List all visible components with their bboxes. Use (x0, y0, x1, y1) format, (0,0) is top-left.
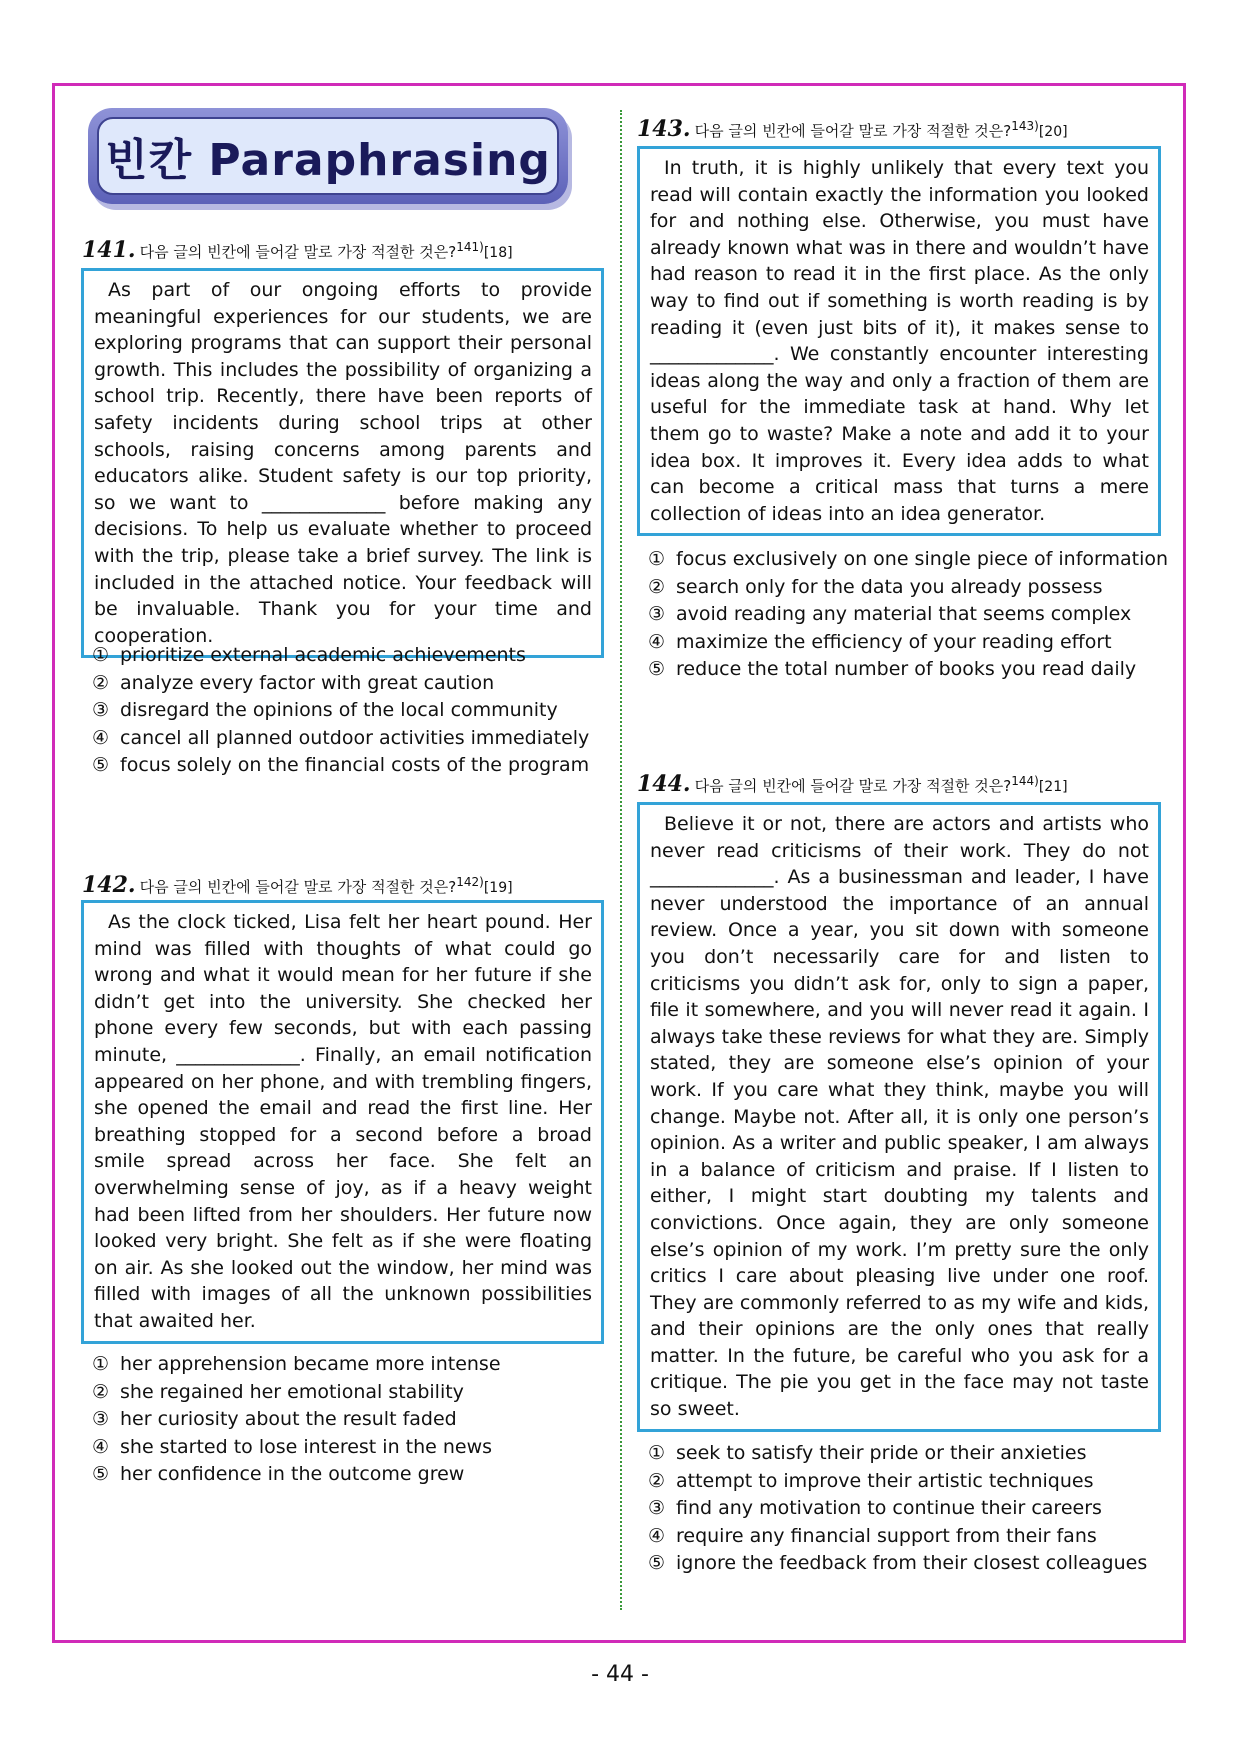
question-number: 143. (637, 116, 691, 142)
question-ref: 143) (1011, 119, 1039, 133)
choice-item[interactable]: ⑤ her confidence in the outcome grew (92, 1463, 465, 1486)
choice-item[interactable]: ⑤ ignore the feedback from their closest colleagues (648, 1552, 1148, 1575)
question-141-passage (81, 268, 604, 658)
question-142-passage (81, 900, 604, 1344)
question-number: 142. (82, 872, 136, 898)
passage-text: As the clock ticked, Lisa felt her heart pound. Her mind was filled with thoughts of what could go wrong and what it would mean for her future if she didn’t get into the university. She checked her phone every few seconds, but with each passing minute, _____________. Finally, an email notification appeared on her phone, and with trembling fingers, she opened the email and read the first line. Her breathing stopped for a second before a broad smile spread across her face. She felt an overwhelming sense of joy, as if a heavy weight had been lifted from her shoulders. Her future now looked very bright. She felt as if she were floating on air. As she looked out the window, her mind was filled with images of all the unknown possibilities that awaited her. (94, 911, 592, 1332)
choice-item[interactable]: ⑤ focus solely on the financial costs of the program (92, 754, 590, 777)
choice-item[interactable]: ② attempt to improve their artistic techniques (648, 1469, 1094, 1492)
question-143-choices (648, 546, 1168, 684)
question-ref-tag: [21] (1038, 779, 1068, 795)
choice-item[interactable]: ⑤ reduce the total number of books you read daily (648, 658, 1137, 681)
question-prompt: 다음 글의 빈칸에 들어갈 말로 가장 적절한 것은? (694, 777, 1012, 795)
question-number: 144. (637, 771, 691, 797)
question-ref-tag: [18] (483, 245, 513, 261)
question-prompt: 다음 글의 빈칸에 들어갈 말로 가장 적절한 것은? (139, 878, 457, 896)
section-title: 빈칸 Paraphrasing (97, 117, 559, 195)
passage-text: In truth, it is highly unlikely that every text you read will contain exactly the information you looked for and nothing else. Otherwise, you must have already known what was in there and wouldn’t have had reason to read it in the first place. As the only way to find out if something is worth reading is by reading it (even just bits of it), it makes sense to _____________. We constantly encounter interesting ideas along the way and only a fraction of them are useful for the immediate task at hand. Why let them go to waste? Make a note and add it to your idea box. It improves it. Every idea adds to what can become a critical mass that turns a mere collection of ideas into an idea generator. (650, 157, 1149, 525)
choice-item[interactable]: ② search only for the data you already possess (648, 575, 1103, 598)
column-divider (620, 110, 622, 1610)
question-prompt: 다음 글의 빈칸에 들어갈 말로 가장 적절한 것은? (694, 122, 1012, 140)
question-144-choices (648, 1440, 1147, 1578)
section-title-badge (88, 108, 568, 204)
page-number: - 44 - (591, 1662, 649, 1687)
choice-item[interactable]: ③ her curiosity about the result faded (92, 1408, 457, 1431)
passage-text: Believe it or not, there are actors and artists who never read criticisms of their work. They do not _____________. As a businessman and leader, I have never understood the importance of an annual review. Once a year, you sit down with someone you don’t necessarily care for and listen to criticisms you didn’t ask for, only to sign a paper, file it somewhere, and you will never read it again. I always take these reviews for what they are. Simply stated, they are someone else’s opinion of your work. If you care what they think, maybe you will change. Maybe not. After all, it is only one person’s opinion. As a writer and public speaker, I am always in a balance of criticism and praise. If I listen to either, I might start doubting my talents and convictions. Once again, they are only someone else’s opinion of my work. I’m pretty sure the only critics I care about pleasing live under one roof. They are commonly referred to as my wife and kids, and their opinions are the only ones that really matter. In the future, be careful who you ask for a critique. The pie you get in the face may not taste so sweet. (650, 813, 1149, 1421)
question-ref: 142) (456, 875, 484, 889)
choice-item[interactable]: ① focus exclusively on one single piece of information (648, 548, 1169, 570)
question-ref: 141) (456, 240, 484, 254)
choice-item[interactable]: ④ cancel all planned outdoor activities immediately (92, 726, 590, 749)
question-ref-tag: [19] (483, 880, 513, 896)
question-prompt: 다음 글의 빈칸에 들어갈 말로 가장 적절한 것은? (139, 243, 457, 261)
choice-item[interactable]: ① seek to satisfy their pride or their anxieties (648, 1442, 1087, 1464)
question-143-passage (637, 146, 1161, 536)
question-143-header (637, 116, 1068, 142)
choice-item[interactable]: ③ avoid reading any material that seems complex (648, 603, 1132, 626)
choice-item[interactable]: ④ require any financial support from their fans (648, 1524, 1097, 1547)
choice-item[interactable]: ② analyze every factor with great caution (92, 671, 495, 694)
choice-item[interactable]: ③ find any motivation to continue their careers (648, 1497, 1102, 1520)
question-ref-tag: [20] (1038, 124, 1068, 140)
question-144-passage (637, 802, 1161, 1432)
question-144-header (637, 771, 1068, 797)
choice-item[interactable]: ② she regained her emotional stability (92, 1380, 464, 1403)
choice-item[interactable]: ① prioritize external academic achievements (92, 644, 526, 666)
choice-item[interactable]: ④ maximize the efficiency of your reading effort (648, 630, 1112, 653)
question-141-choices (92, 642, 589, 780)
choice-item[interactable]: ④ she started to lose interest in the news (92, 1435, 493, 1458)
choice-item[interactable]: ① her apprehension became more intense (92, 1353, 501, 1375)
question-142-header (82, 872, 513, 898)
choice-item[interactable]: ③ disregard the opinions of the local community (92, 699, 558, 722)
question-ref: 144) (1011, 774, 1039, 788)
question-141-header (82, 237, 513, 263)
passage-text: As part of our ongoing efforts to provide meaningful experiences for our students, we are exploring programs that can support their personal growth. This includes the possibility of organizing a school trip. Recently, there have been reports of safety incidents during school trips at other schools, raising concerns among parents and educators alike. Student safety is our top priority, so we want to _____________ before making any decisions. To help us evaluate whether to proceed with the trip, please take a brief survey. The link is included in the attached notice. Your feedback will be invaluable. Thank you for your time and cooperation. (94, 279, 592, 647)
question-142-choices (92, 1351, 501, 1489)
question-number: 141. (82, 237, 136, 263)
